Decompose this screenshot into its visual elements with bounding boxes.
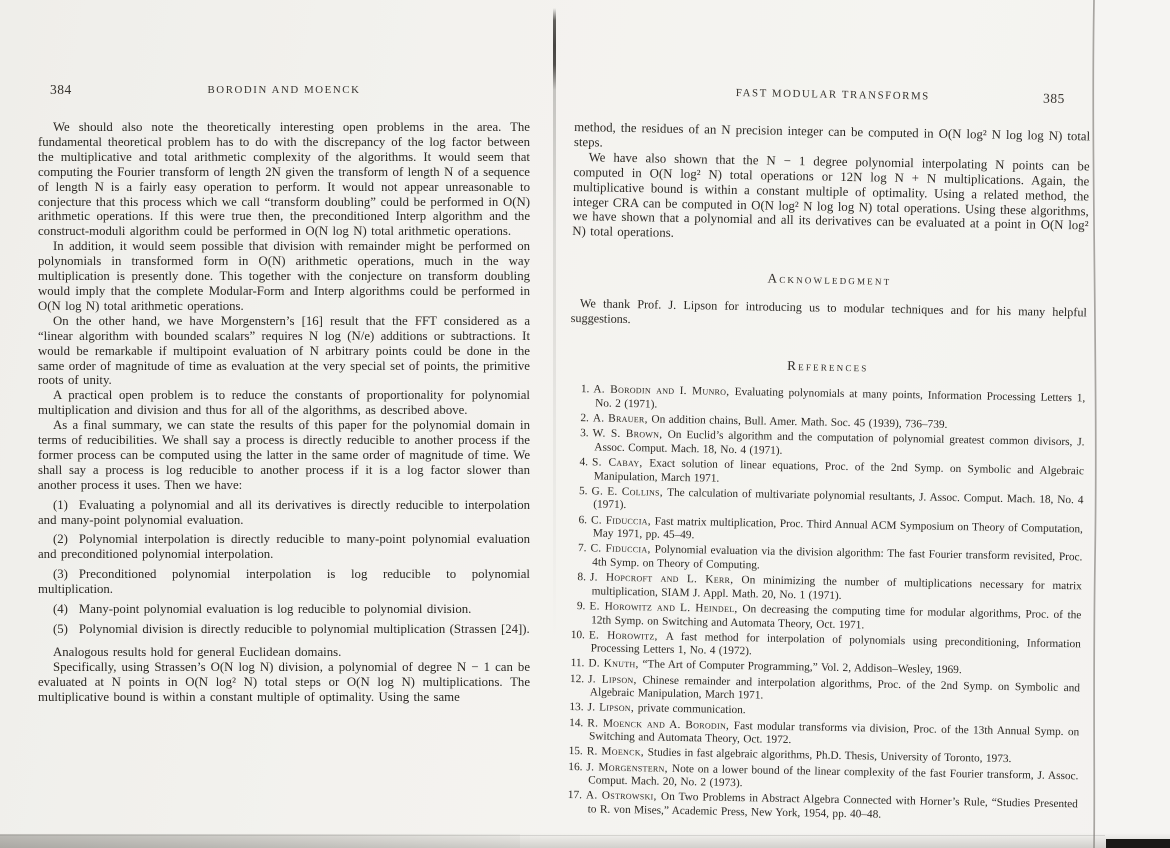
acknowledgment-heading: Acknowledgment (767, 270, 892, 289)
list-item-text: Evaluating a polynomial and all its derivatives is directly reducible to interpolation and many-point polynomial evaluation. (38, 497, 530, 527)
page-edge-curve-line (1088, 0, 1102, 848)
reference-authors: J. Morgenstern, (586, 760, 673, 775)
reference-text: On minimizing the number of multiplications necessary for matrix multiplication, SIAM J. Appl. Math. 20, No. 1 (1971). (591, 574, 1082, 602)
scan-bottom-left-smudge (0, 834, 520, 848)
reference-authors: J. Hopcroft and L. Kerr, (589, 571, 742, 587)
reference-text: On Euclid’s algorithm and the computation of polynomial greatest common divisors, J. Assoc. Comput. Mach. 18, No. 4 (1971). (594, 428, 1085, 457)
reference-text: Chinese remainder and interpolation algorithms, Proc. of the 2nd Symp. on Symbolic and Algebraic Manipulation, March 1971. (589, 673, 1081, 702)
paragraph: Analogous results hold for general Euclidean domains. (53, 644, 342, 659)
reference-text: A fast method for interpolation of polynomials using preconditioning, Information Processing Letters 1, No. 4 (1972). (590, 630, 1081, 658)
next-page-edge-area (1092, 0, 1170, 848)
reference-number: 15. (568, 745, 583, 758)
book-gutter-fold-shadow (553, 8, 556, 638)
references-list (562, 383, 1086, 826)
reference-number: 10. (570, 628, 586, 641)
reference-authors: A. Brauer, (592, 412, 652, 426)
reference-number: 4. (579, 456, 589, 469)
reference-text: Note on a lower bound of the linear complexity of the fast Fourier transform, J. Assoc. Comput. Mach. 20, No. 2 (1973). (588, 762, 1079, 790)
reference-authors: W. S. Brown, (592, 427, 668, 441)
paragraph: In addition, it would seem possible that division with remainder might be performed on polynomials in transformed form in O(N) arithmetic operations, much in the way multiplication is presently done. This together with the conjecture on transform doubling would imply that the complete Modular-Form and Interp algorithms could be performed in O(N log N) total arithmetic operations. (38, 239, 530, 313)
reference-number: 1. (580, 383, 590, 396)
numbered-list-item (38, 567, 530, 597)
reference-number: 13. (569, 701, 584, 714)
reference-text: Studies in fast algebraic algorithms, Ph.D. Thesis, University of Toronto, 1973. (647, 746, 1012, 766)
reference-number: 12. (569, 672, 585, 685)
reference-authors: J. Lipson, (587, 701, 638, 715)
reference-text: On addition chains, Bull. Amer. Math. Soc. 45 (1939), 736–739. (651, 413, 948, 431)
reference-text: Fast matrix multiplication, Proc. Third Annual ACM Symposium on Theory of Computation, May 1971, pp. 45–49. (592, 515, 1084, 542)
numbered-list-item (38, 622, 530, 637)
list-item-number: (4) (53, 602, 68, 617)
reference-text: private communication. (637, 702, 746, 717)
right-page (562, 84, 1091, 827)
reference-number: 16. (568, 760, 583, 773)
reference-number: 6. (578, 513, 588, 526)
reference-text: Fast modular transforms via division, Proc. of the 13th Annual Symp. on Switching and Automata Theory, Oct. 1972. (588, 719, 1080, 747)
reference-number: 2. (580, 412, 589, 425)
list-item-text: Many-point polynomial evaluation is log reducible to polynomial division. (78, 602, 472, 617)
reference-text: The calculation of multivariate polynomial resultants, J. Assoc. Comput. Mach. 18, No. 4 (1971). (593, 486, 1084, 512)
list-item-number: (5) (53, 622, 68, 636)
list-item-number: (3) (53, 567, 68, 582)
scan-bottom-right-black-corner (1106, 839, 1170, 848)
left-running-head (38, 84, 530, 106)
list-item-text: Polynomial interpolation is directly reducible to many-point polynomial evaluation and preconditioned polynomial interpolation. (38, 532, 530, 562)
reference-number: 3. (580, 427, 589, 440)
paragraph: We should also note the theoretically interesting open problems in the area. The fundamental theoretical problem has to do with the discrepancy of the log factor between the multiplicative and total arithmetic complexity of the algorithms. It would seem that computing the Fourier transform of length 2N given the transform of length N of a sequence of length N is a fairly easy operation to perform. It would not appear unreasonable to conjecture that this process which we call “transform doubling” could be performed in O(N) arithmetic operations. If this were true then, the preconditioned Interp algorithm and the construct-moduli algorithm could be performed in O(N log N) total arithmetic operations. (38, 120, 530, 239)
reference-text: Evaluating polynomials at many points, Information Processing Letters 1, No. 2 (1971). (595, 386, 1086, 411)
paragraph: We have also shown that the N − 1 degree polynomial interpolating N points can be computed in O(N log² N) total operations or 12N log N + N multiplications. Again, the multiplicative bound is within a constant multiple of optimality. Using a related method, the integer CRA can be computed in O(N log² N log log N) total operations. Using these algorithms, we have shown that a polynomial and all its derivatives can be evaluated at a point in O(N log² N) total operations. (572, 150, 1090, 241)
reference-authors: G. E. Collins, (591, 485, 668, 499)
reference-number: 5. (578, 484, 588, 498)
left-running-head-title: BORODIN AND MOENCK (207, 84, 361, 96)
numbered-list-item (38, 498, 530, 528)
left-page-body (38, 120, 530, 705)
numbered-list-item (38, 532, 530, 562)
reference-number: 17. (567, 789, 583, 802)
reference-authors: C. Fiduccia, (590, 542, 655, 556)
reference-authors: D. Knuth, (588, 657, 643, 671)
right-page-body (572, 120, 1090, 249)
paragraph: A practical open problem is to reduce the constants of proportionality for polynomial multiplication and division and thus for all of the algorithms, as described above. (38, 388, 530, 418)
reference-text: Polynomial evaluation via the division algorithm: The fast Fourier transform revisited, Proc. 4th Symp. on Theory of Computing. (592, 543, 1083, 572)
reference-text: On Two Problems in Abstract Algebra Connected with Horner’s Rule, “Studies Presented to R. von Mises,” Academic Press, New York, 1954, pp. 40–48. (587, 791, 1078, 821)
reference-text: On decreasing the computing time for modular algorithms, Proc. of the 12th Symp. on Switching and Automata Theory, Oct. 1971. (591, 603, 1082, 631)
reference-authors: R. Moenck, (586, 745, 648, 759)
left-page-number: 384 (50, 82, 72, 97)
paragraph: As a final summary, we can state the results of this paper for the polynomial domain in terms of reducibilities. We shall say a process is directly reducible to another process if the former process can be computed using the latter in the same order of magnitude of time. We shall say a process is log reducible to another process if it is a log factor slower than another process it uses. Then we have: (38, 418, 530, 492)
right-page-number: 385 (1042, 90, 1065, 106)
reference-number: 11. (570, 657, 585, 670)
reference-authors: R. Moenck and A. Borodin, (587, 716, 734, 732)
left-page (38, 84, 530, 705)
numbered-list-item (38, 602, 530, 617)
list-item-text: Polynomial division is directly reducible to polynomial multiplication (Strassen [24]). (78, 622, 530, 636)
list-item-number: (2) (53, 532, 68, 547)
reference-number: 8. (577, 571, 587, 584)
reference-authors: A. Ostrowski, (585, 789, 662, 804)
list-item-number: (1) (53, 497, 68, 512)
reference-number: 9. (576, 600, 586, 613)
reference-authors: J. Lipson, (587, 672, 643, 686)
acknowledgment-text: We thank Prof. J. Lipson for introducing us to modular techniques and for his many helpful suggestions. (570, 296, 1088, 327)
reference-authors: E. Horowitz and L. Heindel, (589, 600, 743, 616)
reference-authors: C. Fiduccia, (590, 513, 655, 528)
paragraph: method, the residues of an N precision integer can be computed in O(N log² N log log N) total steps. (573, 119, 1091, 150)
scan-bottom-edge-line (0, 835, 1105, 836)
reference-number: 7. (577, 542, 587, 555)
right-running-head (575, 84, 1091, 115)
reference-authors: S. Cabay, (591, 456, 650, 470)
reference-authors: E. Horowitz, (588, 629, 666, 643)
list-item-text: Preconditioned polynomial interpolation is log reducible to polynomial multiplication. (38, 567, 530, 597)
right-running-head-title: FAST MODULAR TRANSFORMS (735, 86, 930, 103)
reference-text: Exact solution of linear equations, Proc. of the 2nd Symp. on Symbolic and Algebraic Manipulation, March 1971. (593, 457, 1085, 485)
paragraph: Specifically, using Strassen’s O(N log N) division, a polynomial of degree N − 1 can be evaluated at N points in O(N log² N) total steps or O(N log N) multiplications. The multiplicative bound is within a constant multiple of optimality. Using the same (38, 659, 530, 704)
reference-number: 14. (569, 716, 584, 729)
paragraph: On the other hand, we have Morgenstern’s [16] result that the FFT considered as a “linear algorithm with bounded scalars” requires N log (N/e) additions or subtractions. It would be remarkable if multipoint evaluation of N arbitrary points could be done in the same order of magnitude of time as evaluation at the very special set of points, the primitive roots of unity. (38, 313, 530, 388)
reference-authors: A. Borodin and I. Munro, (593, 383, 735, 399)
reference-text: “The Art of Computer Programming,” Vol. 2, Addison–Wesley, 1969. (642, 658, 962, 677)
references-heading: References (787, 358, 869, 375)
